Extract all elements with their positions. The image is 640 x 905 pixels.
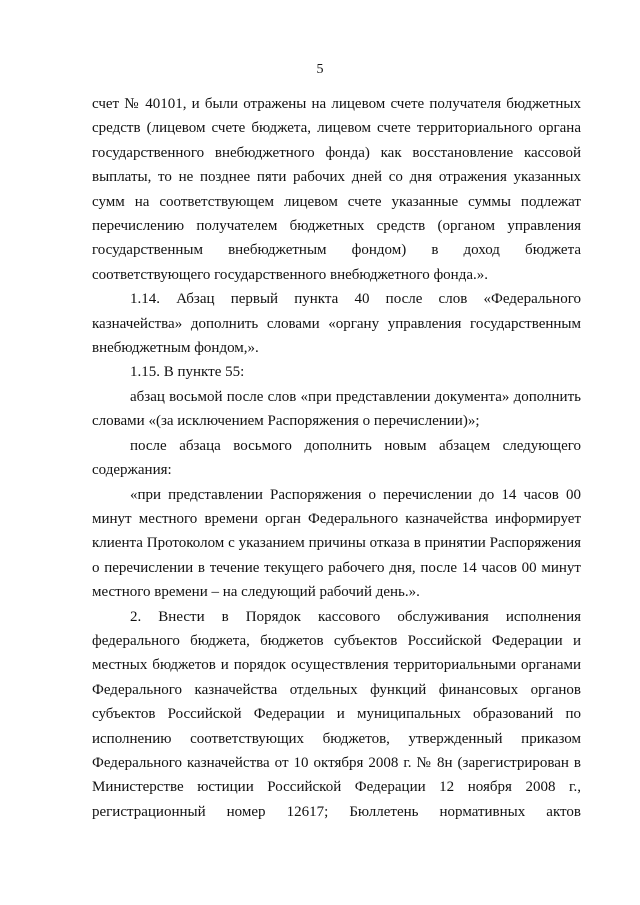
paragraph-continuation: счет № 40101, и были отражены на лицевом счете получателя бюджетных средств (лицевом счете бюджета, лицевом счете территориального органа государственного внебюджетного фонда) как восстановление кассовой выплаты, то не позднее пяти рабочих дней со дня отражения указанных сумм на соответствующем лицевом счете указанные суммы подлежат перечислению получателем бюджетных средств (органом управления государственным внебюджетным фондом) в доход бюджета соответствующего государственного внебюджетного фонда.». [92, 96, 581, 283]
page-number: 5 [316, 62, 324, 77]
paragraph-new-abzac-intro: после абзаца восьмого дополнить новым абзацем следующего содержания: [92, 437, 581, 479]
paragraph-quoted-text: «при представлении Распоряжения о перечислении до 14 часов 00 минут местного времени орган Федерального казначейства информирует клиента Протоколом с указанием причины отказа в принятии Распоряжения о перечислении в течение текущего рабочего дня, после 14 часов 00 минут местного времени – на следующий рабочий день.». [92, 486, 581, 601]
paragraph-abzac-8: абзац восьмой после слов «при представлении документа» дополнить словами «(за исключением Распоряжения о перечислении)»; [92, 388, 581, 430]
document-body [92, 92, 581, 824]
paragraph-item-1-15: 1.15. В пункте 55: [130, 364, 245, 381]
paragraph-item-1-14: 1.14. Абзац первый пункта 40 после слов «Федерального казначейства» дополнить словами «органу управления государственным внебюджетным фондом,». [92, 291, 581, 357]
paragraph-item-2: 2. Внести в Порядок кассового обслуживания исполнения федерального бюджета, бюджетов субъектов Российской Федерации и местных бюджетов и порядок осуществления территориальными органами Федерального казначейства отдельных функций финансовых органов субъектов Российской Федерации и муниципальных образований по исполнению соответствующих бюджетов, утвержденный приказом Федерального казначейства от 10 октября 2008 г. № 8н (зарегистрирован в Министерстве юстиции Российской Федерации 12 ноября 2008 г., регистрационный номер 12617; Бюллетень нормативных актов [92, 608, 581, 820]
